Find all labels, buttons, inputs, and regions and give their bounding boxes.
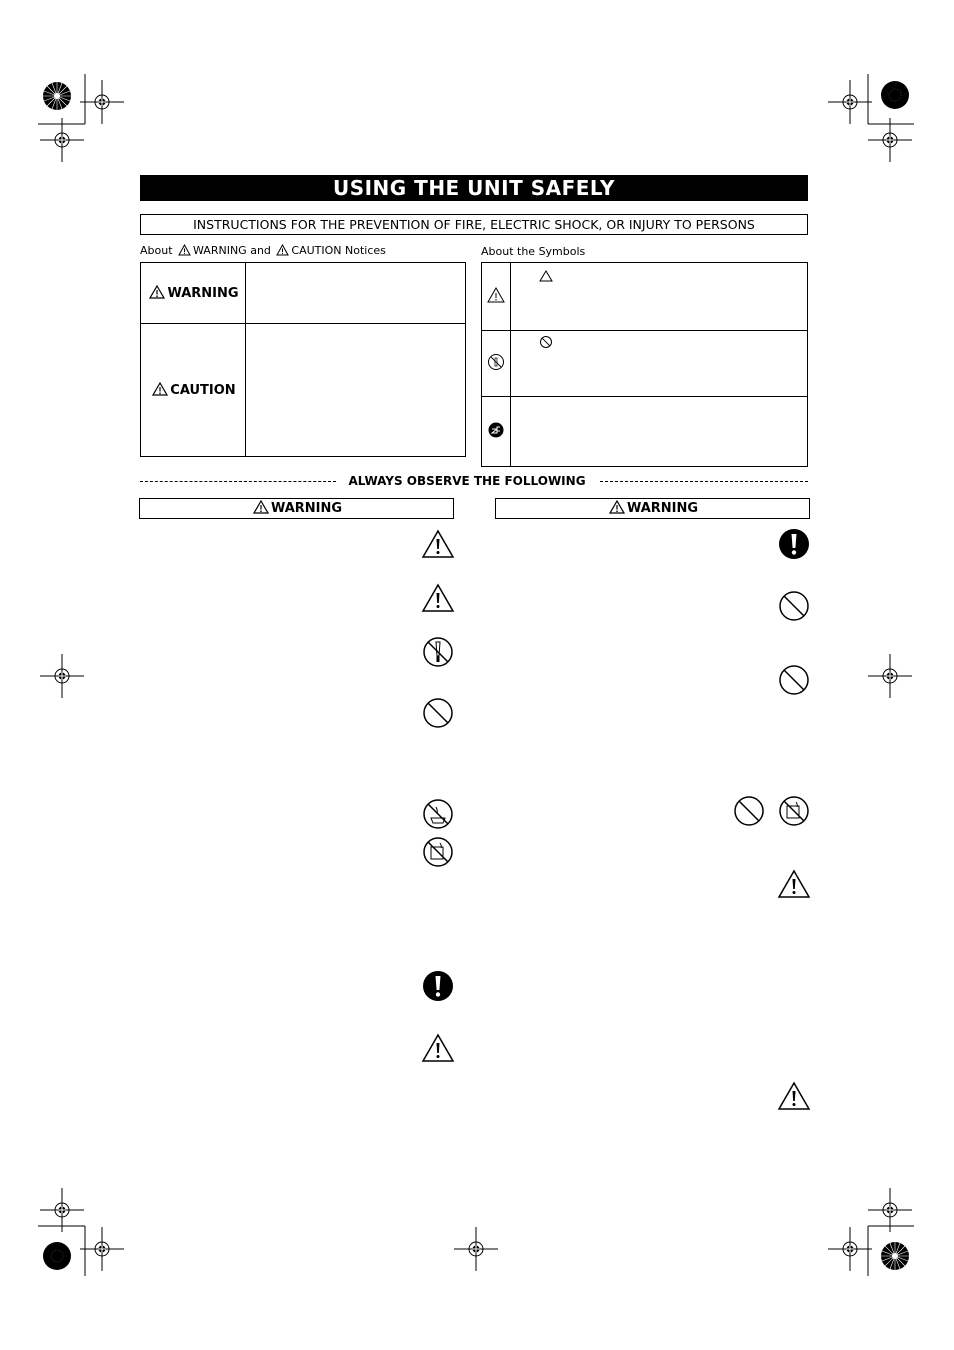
mandatory-action-icon (422, 970, 454, 1002)
do-not-disassemble-icon (422, 636, 454, 668)
notices-table (140, 262, 466, 457)
symbol-description-triangle (511, 263, 808, 331)
warning-triangle-icon (149, 285, 165, 299)
triangle-outline-icon (539, 270, 553, 282)
no-water-icon (422, 798, 454, 830)
prohibited-outline-icon (539, 335, 553, 349)
do-not-disassemble-icon (487, 353, 505, 371)
divider-left (140, 481, 336, 482)
unplug-icon (487, 421, 505, 439)
caution-triangle-icon (152, 382, 168, 396)
symbol-cell-prohibited (482, 331, 511, 397)
left-warning-header: WARNING (139, 498, 454, 519)
symbol-cell-mandatory (482, 397, 511, 467)
caution-notice-label: CAUTION (141, 324, 246, 457)
page-title: USING THE UNIT SAFELY (140, 175, 808, 201)
prohibited-icon (778, 664, 810, 696)
symbol-description-prohibited (511, 331, 808, 397)
caution-triangle-icon (487, 287, 505, 303)
mandatory-action-icon (778, 528, 810, 560)
caution-notice-description (246, 324, 466, 457)
right-warning-header: WARNING (495, 498, 810, 519)
about-symbols-label: About the Symbols (481, 245, 586, 258)
always-observe-heading: ALWAYS OBSERVE THE FOLLOWING (338, 473, 596, 489)
caution-triangle-icon (421, 529, 455, 559)
caution-triangle-icon (777, 869, 811, 899)
caution-triangle-icon (421, 1033, 455, 1063)
symbol-description-mandatory (511, 397, 808, 467)
page-subtitle: INSTRUCTIONS FOR THE PREVENTION OF FIRE, ELECTRIC SHOCK, OR INJURY TO PERSONS (140, 214, 808, 235)
caution-triangle-icon (276, 244, 289, 256)
warning-notice-label: WARNING (141, 263, 246, 324)
warning-triangle-icon (253, 500, 269, 514)
caution-triangle-icon (421, 583, 455, 613)
no-water-icon (778, 795, 810, 827)
caution-triangle-icon (777, 1081, 811, 1111)
symbols-table (481, 262, 808, 467)
warning-triangle-icon (609, 500, 625, 514)
prohibited-icon (733, 795, 765, 827)
warning-triangle-icon (178, 244, 191, 256)
prohibited-icon (778, 590, 810, 622)
no-water-icon (422, 836, 454, 868)
divider-right (600, 481, 808, 482)
about-notices-label: About WARNING and CAUTION Notices (140, 244, 386, 257)
prohibited-icon (422, 697, 454, 729)
symbol-cell-triangle (482, 263, 511, 331)
warning-notice-description (246, 263, 466, 324)
